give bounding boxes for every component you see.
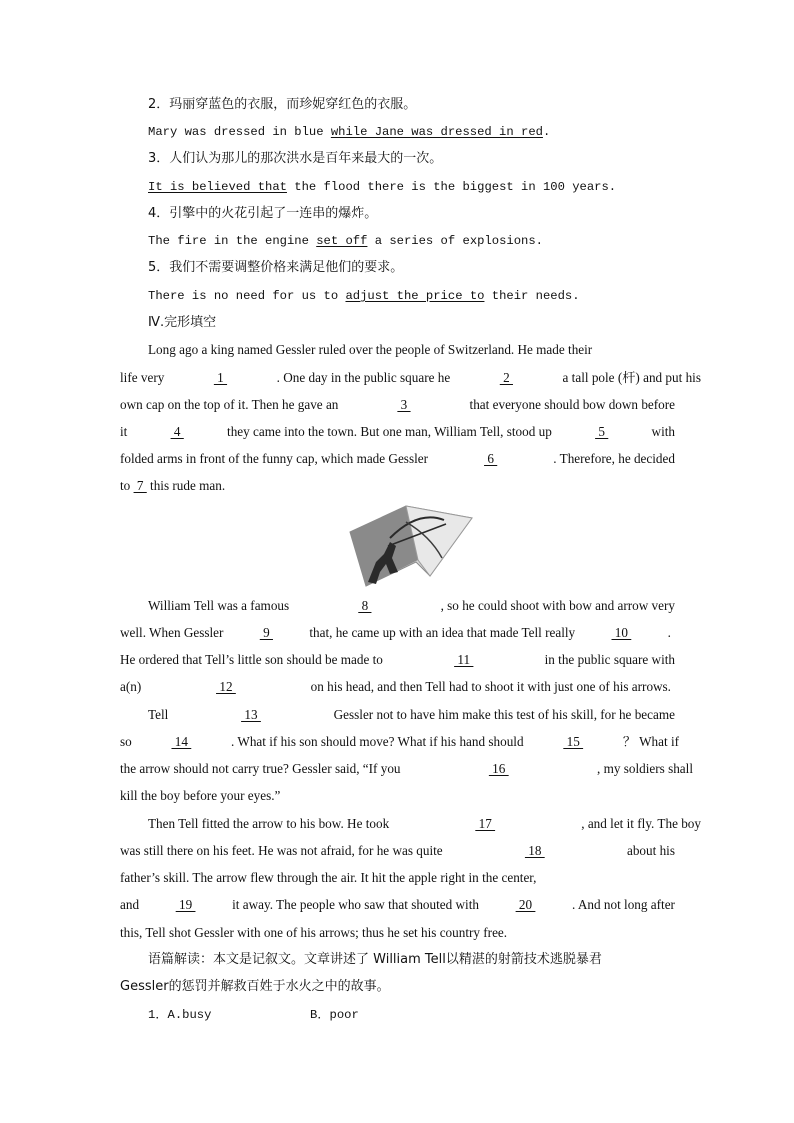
p4-line-3: father’s skill. The arrow flew through the air. It hit the apple right in the center,: [120, 870, 537, 885]
item-4-answer: set off: [316, 234, 368, 248]
p4-l1-c: , and let it fly. The boy: [581, 816, 701, 831]
p1-line-2: [120, 369, 701, 387]
item-2-answer: while Jane was dressed in red: [330, 125, 543, 139]
p3-l3-c: , my soldiers shall: [597, 761, 693, 776]
blank-19: 19: [175, 897, 196, 912]
analysis-line-2: Gessler的惩罚并解救百姓于水火之中的故事。: [120, 979, 390, 994]
item-5-chinese: 5．我们不需要调整价格来满足他们的要求。: [148, 260, 404, 275]
p3-line-4: kill the boy before your eyes.”: [120, 788, 281, 803]
blank-11: 11: [454, 652, 474, 667]
item-2-suffix: .: [542, 125, 551, 139]
p1-l6-c: this rude man.: [146, 478, 226, 493]
blank-1: 1: [213, 370, 228, 385]
blank-15: 15: [563, 734, 584, 749]
item-2-prefix: Mary was dressed in blue: [148, 125, 331, 139]
blank-2: 2: [499, 370, 513, 385]
p4-l4-c: it away. The people who saw that shouted with: [232, 897, 479, 912]
blank-13: 13: [241, 707, 261, 722]
item-2-chinese: 2．玛丽穿蓝色的衣服，而珍妮穿红色的衣服。: [148, 97, 417, 112]
p1-l5-c: . Therefore, he decided: [553, 451, 675, 466]
blank-3: 3: [397, 397, 411, 412]
p3-l1-a: Tell: [148, 707, 169, 722]
blank-9: 9: [259, 625, 273, 640]
p1-l4-a: it: [120, 424, 128, 439]
blank-17: 17: [475, 816, 496, 831]
analysis-line-1: 语篇解读：本文是记叙文。文章讲述了 William Tell以精湛的射箭技术逃脱暴君: [148, 952, 602, 967]
p2-line-4: [120, 678, 671, 696]
p2-l1-a: William Tell was a famous: [148, 598, 290, 613]
p4-line-4: [120, 896, 675, 914]
p2-l2-a: well. When Gessler: [120, 625, 224, 640]
p2-l1-c: , so he could shoot with bow and arrow very: [440, 598, 675, 613]
item-4-prefix: The fire in the engine: [148, 234, 317, 248]
p2-line-3: [120, 651, 675, 669]
item-5-answer: adjust the price to: [345, 289, 485, 303]
p1-l2-a: life very: [120, 370, 165, 385]
item-3-chinese: 3．人们认为那儿的那次洪水是百年来最大的一次。: [148, 151, 443, 166]
blank-20: 20: [515, 897, 536, 912]
p1-l3-a: own cap on the top of it. Then he gave an: [120, 397, 339, 412]
blank-5: 5: [595, 424, 609, 439]
blank-10: 10: [611, 625, 632, 640]
p3-l3-a: the arrow should not carry true? Gessler said, “If you: [120, 761, 401, 776]
blank-18: 18: [524, 843, 545, 858]
p1-line-5: [120, 450, 675, 468]
item-3-english: [148, 178, 616, 196]
blank-6: 6: [484, 451, 498, 466]
p2-l2-d: .: [667, 625, 671, 640]
p1-line-3: [120, 396, 675, 414]
p4-line-1: [148, 815, 701, 833]
item-4-chinese: 4．引擎中的火花引起了一连串的爆炸。: [148, 206, 378, 221]
archer-arrow-icon: [346, 502, 476, 588]
section-heading: Ⅳ.完形填空: [148, 315, 217, 330]
p3-l2-d: ？ What if: [622, 734, 679, 749]
blank-14: 14: [171, 734, 192, 749]
p1-l4-c: they came into the town. But one man, William Tell, stood up: [227, 424, 552, 439]
item-3-answer: It is believed that: [148, 180, 287, 194]
blank-4: 4: [170, 424, 184, 439]
item-5-prefix: There is no need for us to: [148, 289, 346, 303]
p4-line-2: [120, 842, 675, 860]
p4-l2-a: was still there on his feet. He was not afraid, for he was quite: [120, 843, 443, 858]
item-4-suffix: a series of explosions.: [367, 234, 543, 248]
option-1-a: 1．A.busy: [148, 1008, 212, 1022]
blank-8: 8: [358, 598, 372, 613]
p2-l3-c: in the public square with: [544, 652, 675, 667]
item-5-suffix: their needs.: [484, 289, 580, 303]
p3-line-1: [148, 706, 675, 724]
p1-l2-d: a tall pole (杆) and put his: [562, 370, 701, 385]
option-1-b: B．poor: [310, 1008, 359, 1022]
blank-7: 7: [133, 478, 147, 493]
item-2-english: [148, 123, 550, 141]
p1-l6-a: to: [120, 478, 134, 493]
p2-l2-c: that, he came up with an idea that made Tell really: [309, 625, 576, 640]
blank-16: 16: [488, 761, 509, 776]
item-4-english: [148, 232, 543, 250]
p3-line-2: [120, 733, 679, 751]
p1-line-4: [120, 423, 675, 441]
archer-illustration: [346, 502, 476, 588]
p3-l2-c: . What if his son should move? What if his hand should: [231, 734, 524, 749]
p2-line-1: [148, 597, 675, 615]
p2-l3-a: He ordered that Tell’s little son should be made to: [120, 652, 383, 667]
p4-l4-d: . And not long after: [572, 897, 675, 912]
item-5-english: [148, 287, 580, 305]
p1-l3-c: that everyone should bow down before: [469, 397, 675, 412]
p4-l4-a: and: [120, 897, 140, 912]
p4-l2-c: about his: [626, 843, 675, 858]
p2-line-2: [120, 624, 671, 642]
p1-l2-c: . One day in the public square he: [276, 370, 451, 385]
p1-l4-d: with: [651, 424, 675, 439]
p2-l4-c: on his head, and then Tell had to shoot it with just one of his arrows.: [310, 679, 671, 694]
p4-l1-a: Then Tell fitted the arrow to his bow. He took: [148, 816, 390, 831]
item-3-suffix: the flood there is the biggest in 100 years.: [286, 180, 617, 194]
p3-l1-c: Gessler not to have him make this test of his skill, for he became: [333, 707, 675, 722]
p3-l2-a: so: [120, 734, 132, 749]
p4-line-5: this, Tell shot Gessler with one of his arrows; thus he set his country free.: [120, 925, 508, 940]
p1-line-6: [120, 477, 225, 495]
blank-12: 12: [216, 679, 236, 694]
p2-l4-a: a(n): [120, 679, 142, 694]
p1-l5-a: folded arms in front of the funny cap, which made Gessler: [120, 451, 428, 466]
p1-line-1: Long ago a king named Gessler ruled over the people of Switzerland. He made their: [148, 342, 593, 357]
p3-line-3: [120, 760, 693, 778]
